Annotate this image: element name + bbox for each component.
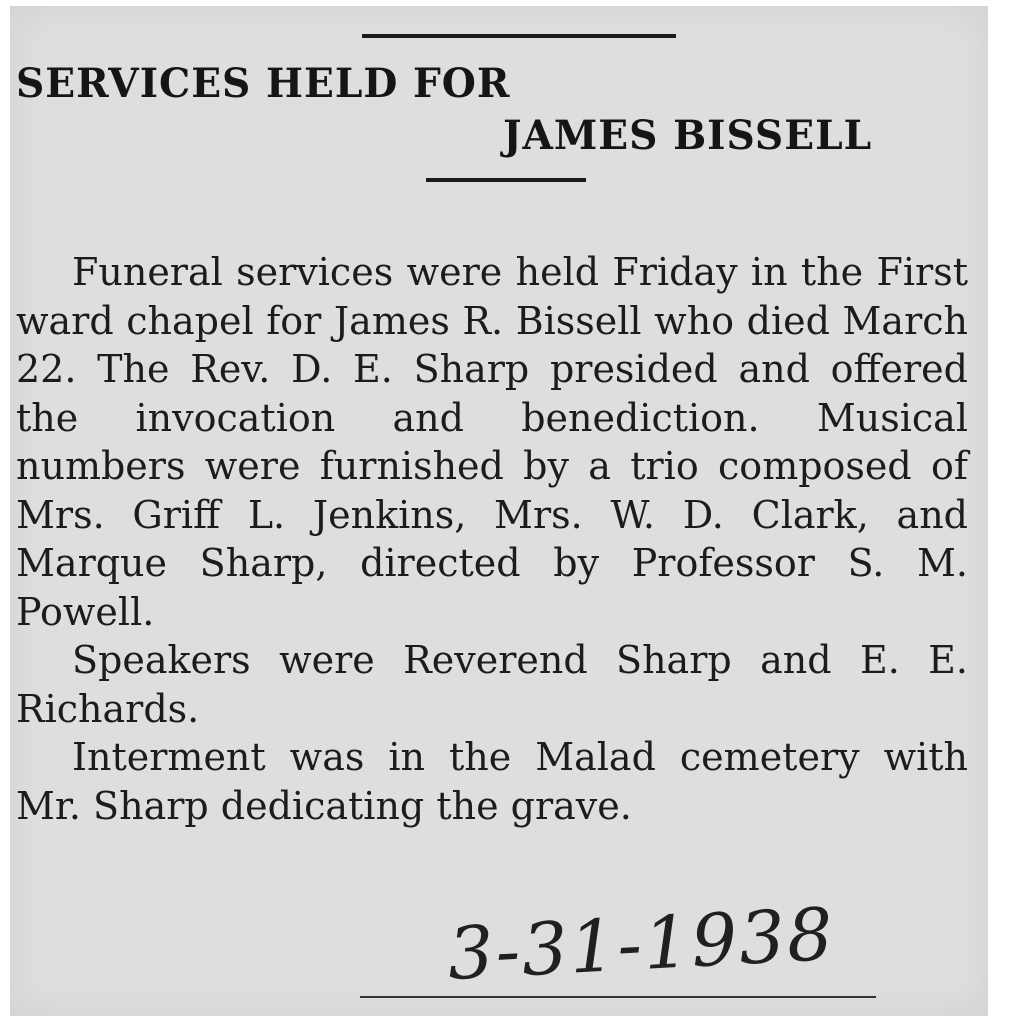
headline-line-2: JAMES BISSELL — [503, 112, 873, 159]
article-body — [16, 248, 968, 830]
handwritten-date: 3-31-1938 — [445, 891, 837, 996]
headline-line-1: SERVICES HELD FOR — [16, 60, 511, 107]
paragraph-interment: Interment was in the Malad cemetery with Mr. Sharp dedicating the grave. — [16, 735, 968, 828]
headline-bottom-rule — [426, 178, 586, 182]
paragraph-speakers: Speakers were Reverend Sharp and E. E. Richards. — [16, 638, 968, 731]
paragraph-funeral-services: Funeral services were held Friday in the First ward chapel for James R. Bissell who died March 22. The Rev. D. E. Sharp presided and offered the invocation and benediction. Musical numbers were furnished by a trio composed of Mrs. Griff L. Jenkins, Mrs. W. D. Clark, and Marque Sharp, directed by Professor S. M. Powell. — [16, 250, 968, 634]
date-underline — [360, 996, 876, 998]
headline-top-rule — [362, 34, 676, 38]
